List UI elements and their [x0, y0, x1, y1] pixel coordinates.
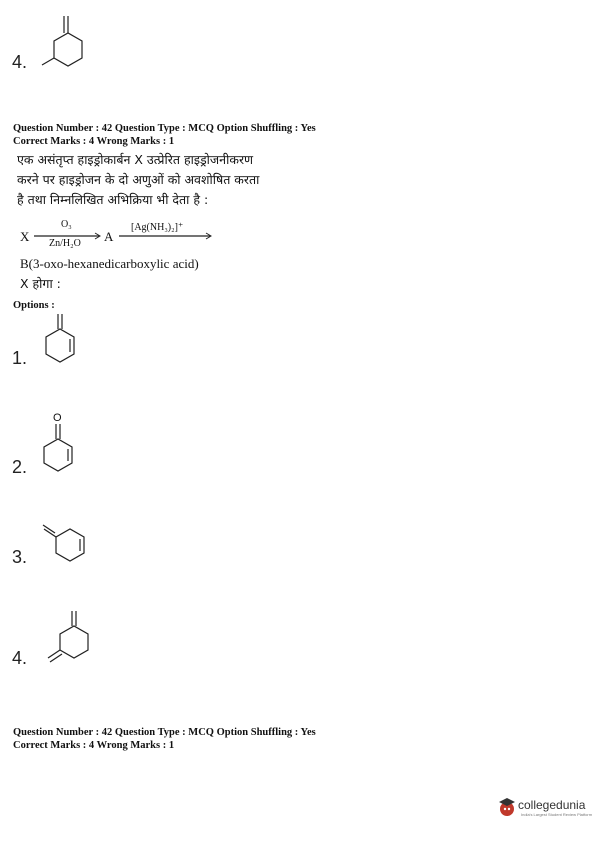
reaction-start: X: [20, 229, 30, 244]
next-question-header: [13, 726, 316, 752]
next-question-meta-line2: Correct Marks : 4 Wrong Marks : 1: [13, 740, 175, 751]
top-option-number: 4.: [12, 52, 28, 72]
option-3-number[interactable]: 3.: [12, 547, 28, 567]
reaction-middle: A: [104, 229, 114, 244]
question-hindi-line2: करने पर हाइड्रोजन के दो अणुओं को अवशोषित करता: [17, 172, 260, 187]
reagent2-top: [Ag(NH₃)₂]⁺: [131, 222, 184, 233]
reagent1-bottom: Zn/H₂O: [49, 238, 81, 249]
collegedunia-logo-icon: [497, 796, 517, 822]
option-1-number[interactable]: 1.: [12, 348, 28, 368]
reagent1-top: O₃: [61, 219, 72, 230]
question-hindi-line3: है तथा निम्नलिखित अभिक्रिया भी देता है :: [17, 192, 209, 207]
brand-name: collegedunia: [518, 798, 586, 812]
options-label: Options :: [13, 300, 55, 311]
next-question-meta-line1: Question Number : 42 Question Type : MCQ Option Shuffling : Yes: [13, 727, 316, 738]
question-meta-line2: Correct Marks : 4 Wrong Marks : 1: [13, 136, 175, 147]
reaction-product: B(3-oxo-hexanedicarboxylic acid): [20, 256, 199, 271]
question-meta-line1: Question Number : 42 Question Type : MCQ Option Shuffling : Yes: [13, 123, 316, 134]
option-2-number[interactable]: 2.: [12, 457, 28, 477]
brand-tagline: India's Largest Student Review Platform: [521, 812, 593, 817]
question-ask: X होगा :: [20, 276, 61, 291]
question-hindi-line1: एक असंतृप्त हाइड्रोकार्बन X उत्प्रेरित हाइड्रोजनीकरण: [17, 152, 254, 167]
option-2-oxygen: O: [53, 412, 62, 424]
option-4-number[interactable]: 4.: [12, 648, 28, 668]
